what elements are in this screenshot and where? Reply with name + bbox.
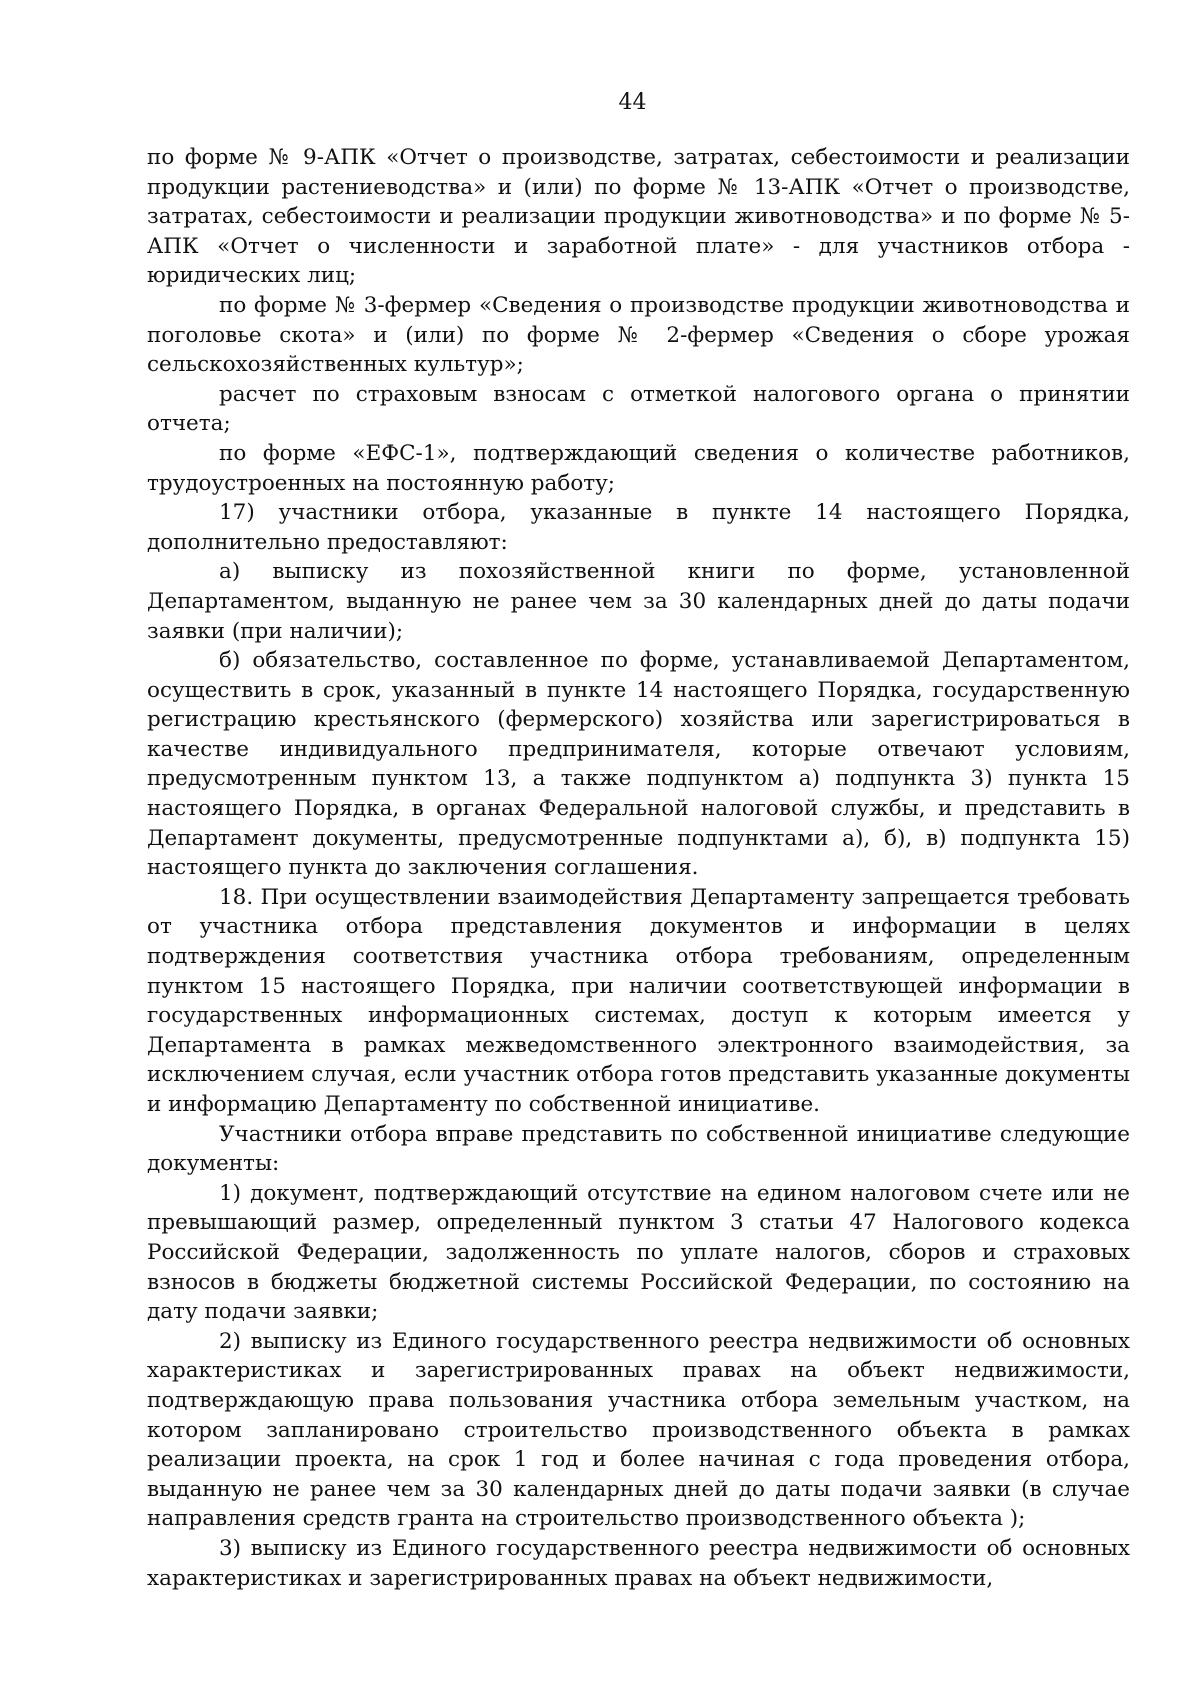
paragraph-own-initiative: Участники отбора вправе представить по собственной инициативе следующие документы: [147, 1121, 1130, 1177]
paragraph-doc-3: 3) выписку из Единого государственного реестра недвижимости об основных характеристиках и зарегистрированных правах на объект недвижимости, [147, 1535, 1130, 1591]
paragraph-apk-forms: по форме № 9-АПК «Отчет о производстве, затратах, себестоимости и реализации продукции растениеводства» и (или) по форме № 13-АПК «Отчет о производстве, затратах, себестоимости и реализации продукции животноводства» и по форме № 5-АПК «Отчет о численности и заработной плате» - для участников отбора - юридических лиц; [147, 145, 1130, 289]
paragraph-item-17: 17) участники отбора, указанные в пункте 14 настоящего Порядка, дополнительно предоставляют: [147, 500, 1130, 555]
paragraph-item-18: 18. При осуществлении взаимодействия Департаменту запрещается требовать от участника отбора представления документов и информации в целях подтверждения соответствия участника отбора требованиям, определенным пунктом 15 настоящего Порядка, при наличии соответствующей информации в государственных информационных системах, доступ к которым имеется у Департамента в рамках межведомственного электронного взаимодействия, за исключением случая, если участник отбора готов представить указанные документы и информацию Департаменту по собственной инициативе. [147, 884, 1130, 1117]
page-number: 44 [618, 90, 647, 115]
document-body [147, 143, 1130, 1593]
paragraph-item-17b: б) обязательство, составленное по форме, устанавливаемой Департаментом, осуществить в срок, указанный в пункте 14 настоящего Порядка, государственную регистрацию крестьянского (фермерского) хозяйства или зарегистрироваться в качестве индивидуального предпринимателя, которые отвечают условиям, предусмотренным пунктом 13, а также подпунктом а) подпункта 3) пункта 15 настоящего Порядка, в органах Федеральной налоговой службы, и представить в Департамент документы, предусмотренные подпунктами а), б), в) подпункта 15) настоящего пункта до заключения соглашения. [147, 648, 1130, 881]
paragraph-doc-2: 2) выписку из Единого государственного реестра недвижимости об основных характеристиках и зарегистрированных правах на объект недвижимости, подтверждающую права пользования участника отбора земельным участком, на котором запланировано строительство производственного объекта в рамках реализации проекта, на срок 1 год и более начиная с года проведения отбора, выданную не ранее чем за 30 календарных дней до даты подачи заявки (в случае направления средств гранта на строительство производственного объекта ); [147, 1328, 1130, 1532]
paragraph-insurance-calculation: расчет по страховым взносам с отметкой налогового органа о принятии отчета; [147, 381, 1130, 437]
paragraph-efs1-form: по форме «ЕФС-1», подтверждающий сведения о количестве работников, трудоустроенных на постоянную работу; [147, 440, 1130, 496]
paragraph-doc-1: 1) документ, подтверждающий отсутствие на едином налоговом счете или не превышающий размер, определенный пунктом 3 статьи 47 Налогового кодекса Российской Федерации, задолженность по уплате налогов, сборов и страховых взносов в бюджеты бюджетной системы Российской Федерации, по состоянию на дату подачи заявки; [147, 1180, 1130, 1325]
paragraph-farmer-forms: по форме № 3-фермер «Сведения о производстве продукции животноводства и поголовье скота» и (или) по форме № 2-фермер «Сведения о сборе урожая сельскохозяйственных культур»; [147, 292, 1130, 378]
paragraph-item-17a: а) выписку из похозяйственной книги по форме, установленной Департаментом, выданную не ранее чем за 30 календарных дней до даты подачи заявки (при наличии); [147, 559, 1130, 644]
